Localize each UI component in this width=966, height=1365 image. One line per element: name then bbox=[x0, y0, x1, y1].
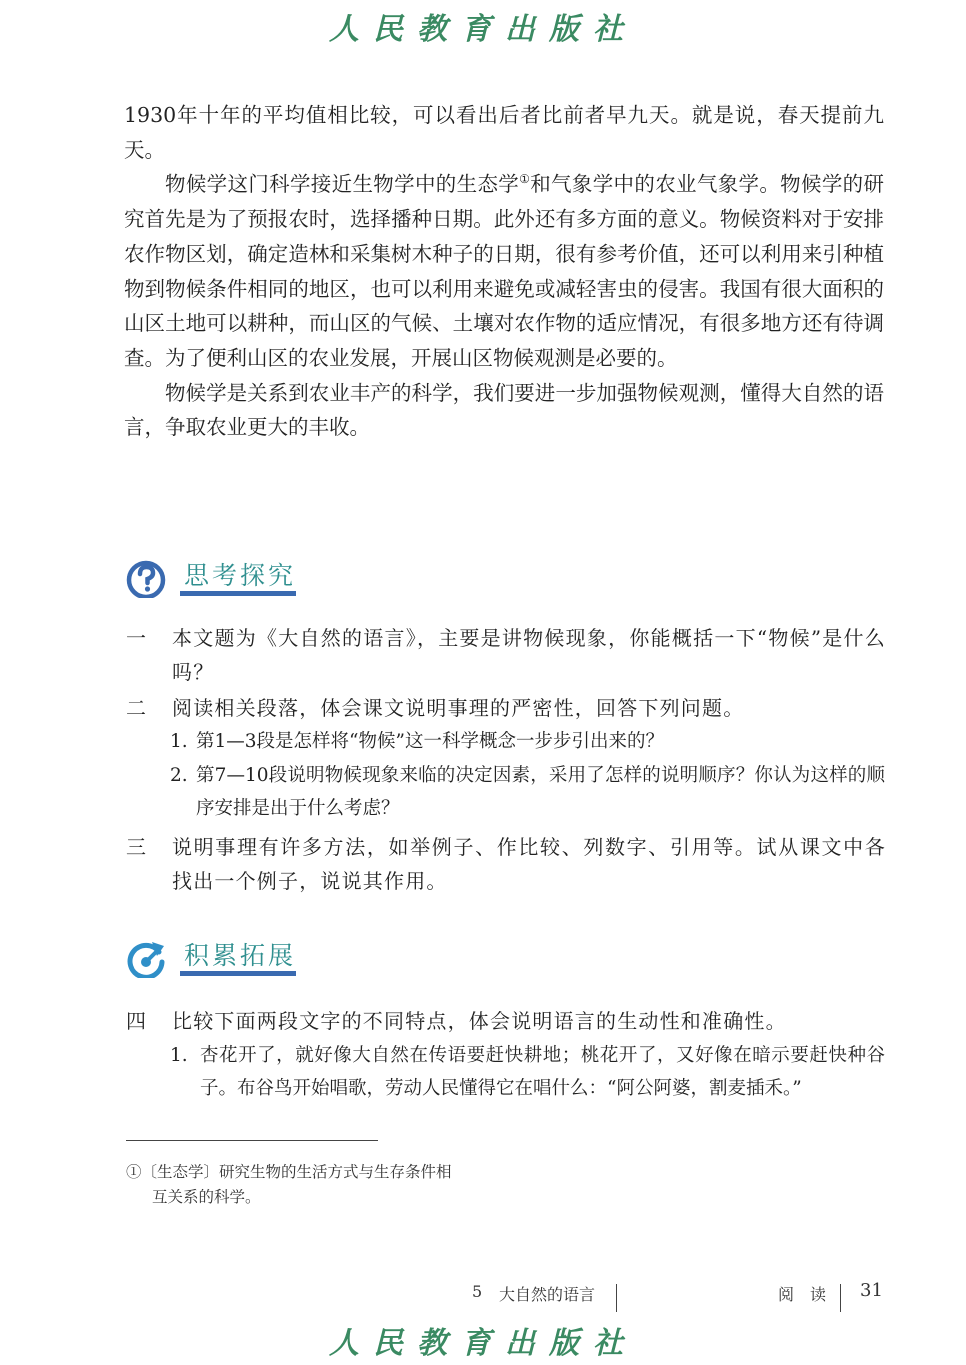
question-3 bbox=[126, 830, 886, 898]
footnote bbox=[126, 1160, 496, 1210]
footnote-divider bbox=[126, 1140, 378, 1141]
paragraph-2: 物候学这门科学接近生物学中的生态学①和气象学中的农业气象学。物候学的研究首先是为了预报农时，选择播种日期。此外还有多方面的意义。物候资料对于安排农作物区划，确定造林和采集树木种子的日期，很有参考价值，还可以利用来引种植物到物候条件相同的地区，也可以利用来避免或减轻害虫的侵害。我国有很大面积的山区土地可以耕种，而山区的气候、土壤对农作物的适应情况，有很多地方还有待调查。为了便利山区的农业发展，开展山区物候观测是必要的。 bbox=[124, 172, 885, 370]
question-1 bbox=[126, 621, 886, 689]
subquestion-text: 杏花开了，就好像大自然在传语要赶快耕地；桃花开了，又好像在暗示要赶快种谷子。布谷鸟开始唱歌，劳动人民懂得它在唱什么：“阿公阿婆，割麦插禾。” bbox=[200, 1045, 885, 1099]
subquestion-text: 第1—3段是怎样将“物候”这一科学概念一步步引出来的？ bbox=[196, 731, 664, 752]
footer-divider bbox=[840, 1284, 841, 1312]
lesson-title: 大自然的语言 bbox=[499, 1285, 596, 1304]
question-number: 三 bbox=[126, 835, 146, 859]
subquestion-4-1 bbox=[170, 1039, 885, 1105]
unit-label: 阅 读 bbox=[778, 1285, 827, 1304]
paragraph-3: 物候学是关系到农业丰产的科学，我们要进一步加强物候观测，懂得大自然的语言，争取农业更大的丰收。 bbox=[124, 380, 884, 440]
page-number: 31 bbox=[860, 1280, 883, 1301]
subquestion-2-1 bbox=[170, 725, 885, 758]
question-text: 说明事理有许多方法，如举例子、作比较、列数字、引用等。试从课文中各找出一个例子，说说其作用。 bbox=[172, 835, 886, 893]
section-title: 思考探究 bbox=[184, 561, 297, 590]
question-number: 二 bbox=[126, 696, 146, 720]
question-number: 四 bbox=[126, 1009, 146, 1033]
paragraph-1: 1930年十年的平均值相比较，可以看出后者比前者早九天。就是说，春天提前九天。 bbox=[124, 103, 884, 162]
section-underline bbox=[180, 971, 296, 976]
question-text: 阅读相关段落，体会课文说明事理的严密性，回答下列问题。 bbox=[172, 696, 745, 720]
article-body bbox=[124, 98, 884, 445]
question-icon bbox=[126, 558, 166, 598]
section-header-accumulate bbox=[126, 938, 386, 988]
question-number: 一 bbox=[126, 626, 146, 650]
section-header-thinking bbox=[126, 558, 386, 608]
section-title: 积累拓展 bbox=[184, 941, 297, 970]
question-text: 本文题为《大自然的语言》，主要是讲物候现象，你能概括一下“物候”是什么吗？ bbox=[172, 626, 886, 684]
subquestion-number: 1. bbox=[170, 1045, 188, 1066]
question-4 bbox=[126, 1004, 886, 1038]
footer-divider bbox=[616, 1284, 617, 1312]
subquestion-number: 2. bbox=[170, 765, 188, 786]
question-2 bbox=[126, 691, 886, 725]
publisher-logo-top: 人民教育出版社 bbox=[329, 12, 637, 47]
footnote-line-1: ①〔生态学〕研究生物的生活方式与生存条件相 bbox=[126, 1163, 452, 1181]
question-text: 比较下面两段文字的不同特点，体会说明语言的生动性和准确性。 bbox=[172, 1009, 787, 1033]
section-underline bbox=[180, 591, 296, 596]
footnote-marker[interactable]: ① bbox=[519, 172, 531, 187]
subquestion-2-2 bbox=[170, 759, 885, 825]
chapter-number: 5 bbox=[472, 1282, 483, 1301]
subquestion-number: 1. bbox=[170, 731, 188, 752]
publisher-logo-bottom: 人民教育出版社 bbox=[329, 1326, 637, 1361]
footnote-line-2: 互关系的科学。 bbox=[152, 1188, 261, 1206]
subquestion-text: 第7—10段说明物候现象来临的决定因素，采用了怎样的说明顺序？你认为这样的顺序安排是出于什么考虑？ bbox=[196, 765, 885, 819]
refresh-arrow-icon bbox=[126, 938, 166, 978]
